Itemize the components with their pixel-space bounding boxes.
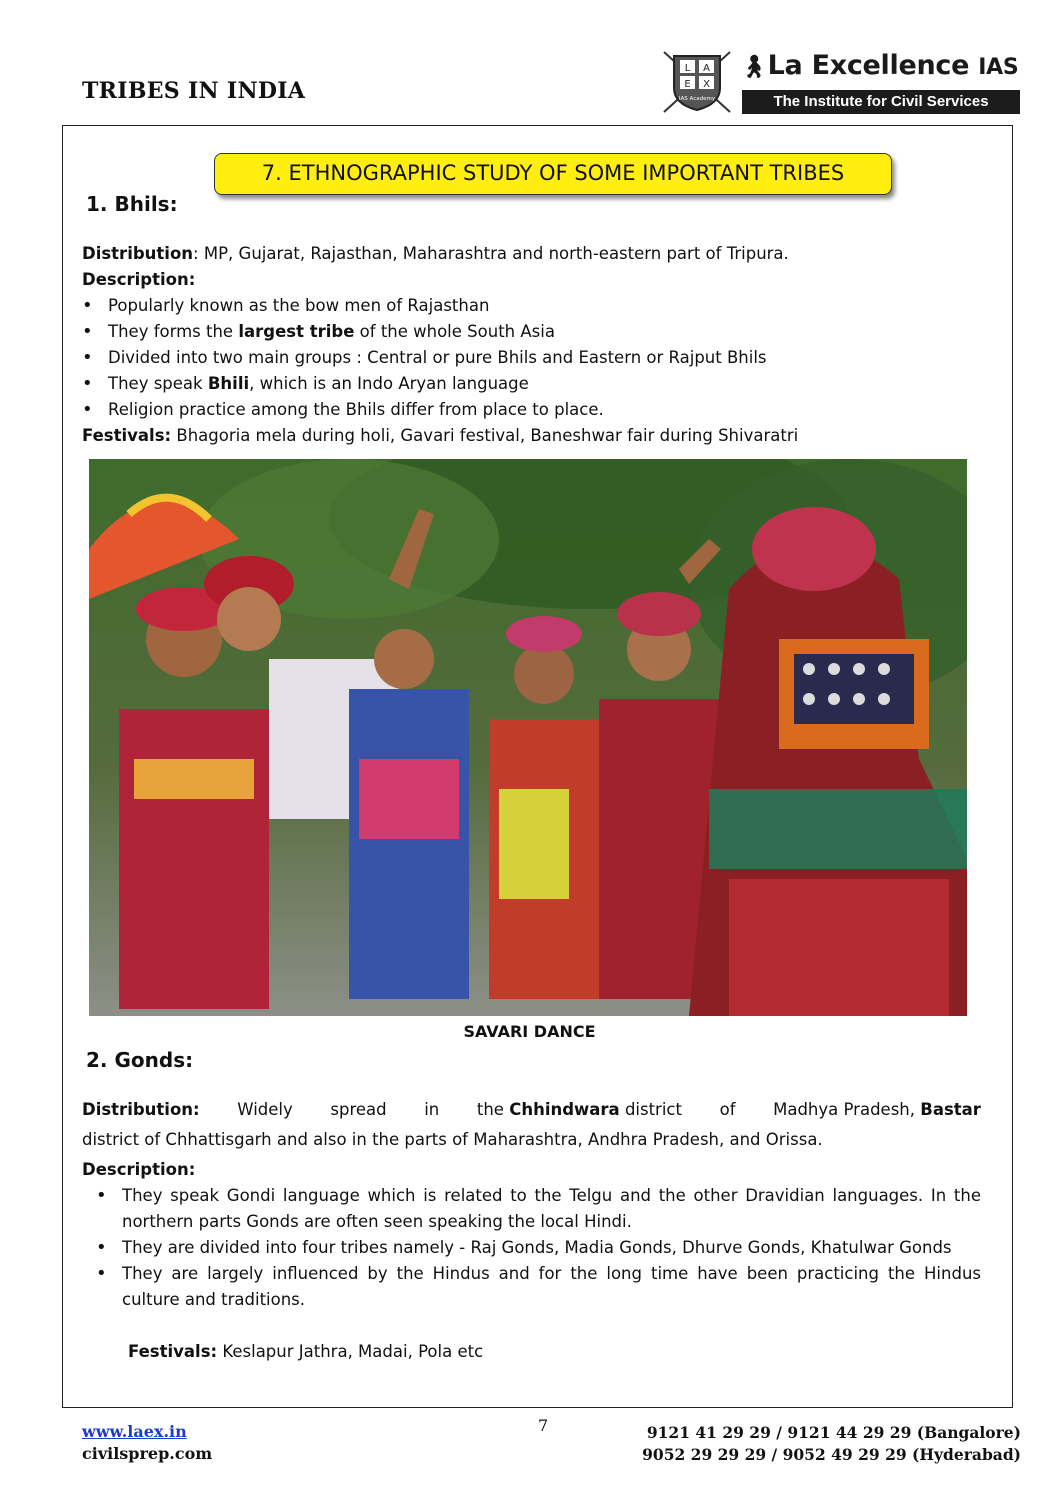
brand-name-text: La Excellence	[767, 50, 970, 81]
page-number: 7	[538, 1416, 549, 1435]
word: Widely	[237, 1100, 293, 1119]
shield-logo-icon	[660, 50, 734, 114]
list-item: • They speak Gondi language which is related to the Telgu and the other Dravidian languages. In the northern parts Gonds are often seen speaking the local Hindi.	[122, 1183, 981, 1235]
festivals-text: Keslapur Jathra, Madai, Pola etc	[217, 1342, 484, 1361]
shield-letter: A	[703, 63, 710, 74]
website-secondary: civilsprep.com	[82, 1444, 213, 1463]
brand-suffix: IAS	[978, 55, 1019, 80]
word-group: Madhya Pradesh, Bastar	[773, 1100, 981, 1119]
person-icon: 🚶︎	[740, 55, 768, 80]
festivals-label: Festivals:	[128, 1342, 218, 1361]
section-heading-bhils: 1. Bhils:	[86, 192, 178, 216]
list-item: • They forms the largest tribe of the whole South Asia	[108, 319, 767, 345]
word: spread	[330, 1100, 387, 1119]
distribution-label: Distribution:	[82, 1100, 200, 1119]
chapter-title-banner: 7. ETHNOGRAPHIC STUDY OF SOME IMPORTANT TRIBES	[214, 153, 892, 195]
gonds-festivals	[128, 1339, 483, 1365]
list-item: • They are divided into four tribes namely - Raj Gonds, Madia Gonds, Dhurve Gonds, Khatulwar Gonds	[122, 1235, 981, 1261]
photo-caption: SAVARI DANCE	[463, 1022, 596, 1041]
shield-letter: E	[684, 79, 691, 90]
bhils-distribution	[82, 241, 789, 267]
list-item: • Popularly known as the bow men of Rajasthan	[108, 293, 767, 319]
list-item: • Divided into two main groups : Central or pure Bhils and Eastern or Rajput Bhils	[108, 345, 767, 371]
phone-hyderabad: 9052 29 29 29 / 9052 49 29 29 (Hyderabad)	[642, 1445, 1021, 1464]
document-title: TRIBES IN INDIA	[82, 78, 306, 104]
website-link[interactable]: www.laex.in	[82, 1422, 187, 1441]
distribution-label: Distribution	[82, 244, 194, 263]
phone-bangalore: 9121 41 29 29 / 9121 44 29 29 (Bangalore)	[646, 1423, 1021, 1442]
gonds-distribution-line2: district of Chhattisgarh and also in the parts of Maharashtra, Andhra Pradesh, and Orissa.	[82, 1130, 823, 1149]
dance-photo	[89, 459, 967, 1016]
list-item: • They are largely influenced by the Hindus and for the long time have been practicing the Hindus culture and traditions.	[122, 1261, 981, 1313]
bhils-bullet-list	[108, 293, 767, 423]
festivals-label: Festivals:	[82, 426, 172, 445]
brand-tagline: The Institute for Civil Services	[742, 90, 1020, 114]
gonds-description-label: Description:	[82, 1160, 196, 1179]
section-heading-gonds: 2. Gonds:	[86, 1048, 194, 1072]
word: in	[424, 1100, 440, 1119]
word: of	[719, 1100, 736, 1119]
list-item: • They speak Bhili, which is an Indo Aryan language	[108, 371, 767, 397]
shield-letter: L	[684, 63, 691, 74]
list-item: • Religion practice among the Bhils differ from place to place.	[108, 397, 767, 423]
festivals-text: Bhagoria mela during holi, Gavari festival, Baneshwar fair during Shivaratri	[171, 426, 799, 445]
gonds-bullet-list	[122, 1183, 981, 1313]
word-group: the Chhindwara district	[476, 1100, 682, 1119]
bhils-description-label: Description:	[82, 270, 196, 289]
bhils-festivals	[82, 423, 798, 449]
gonds-distribution-line1	[82, 1097, 981, 1123]
distribution-text: : MP, Gujarat, Rajasthan, Maharashtra and north-eastern part of Tripura.	[193, 244, 789, 263]
shield-caption: IAS Academy	[678, 96, 716, 102]
brand-name	[740, 50, 1018, 81]
shield-letter: X	[703, 79, 710, 90]
